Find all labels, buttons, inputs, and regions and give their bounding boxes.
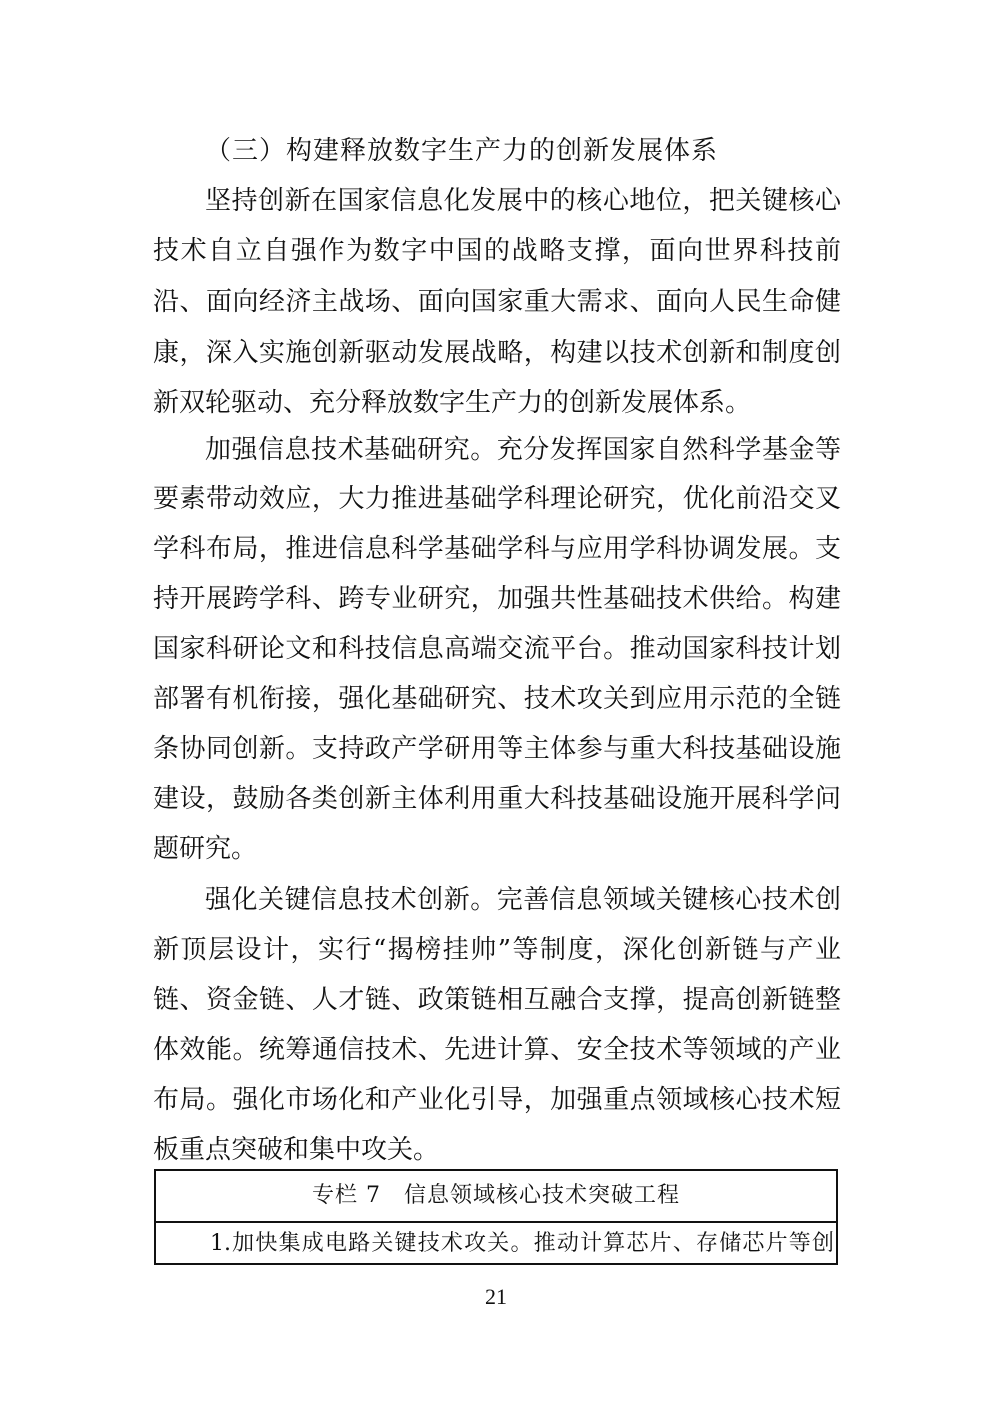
paragraph-3-line-1: 强化关键信息技术创新。完善信息领域关键核心技术创 — [205, 885, 841, 915]
paragraph-1-line-1: 坚持创新在国家信息化发展中的核心地位，把关键核心 — [205, 186, 841, 216]
paragraph-3-line-4: 体效能。统筹通信技术、先进计算、安全技术等领域的产业 — [153, 1035, 841, 1065]
paragraph-2-line-5: 国家科研论文和科技信息高端交流平台。推动国家科技计划 — [153, 634, 841, 664]
paragraph-2-line-1: 加强信息技术基础研究。充分发挥国家自然科学基金等 — [205, 435, 841, 465]
column-box-title: 专栏 7 信息领域核心技术突破工程 — [156, 1171, 836, 1223]
paragraph-2-line-9: 题研究。 — [153, 834, 258, 864]
paragraph-2-line-3: 学科布局，推进信息科学基础学科与应用学科协调发展。支 — [153, 534, 841, 564]
column-box-line-1: 1.加快集成电路关键技术攻关。推动计算芯片、存储芯片等创 — [210, 1231, 834, 1256]
paragraph-3-line-3: 链、资金链、人才链、政策链相互融合支撑，提高创新链整 — [153, 985, 841, 1015]
paragraph-3-line-2: 新顶层设计，实行“揭榜挂帅”等制度，深化创新链与产业 — [153, 935, 841, 965]
paragraph-2-line-6: 部署有机衔接，强化基础研究、技术攻关到应用示范的全链 — [153, 684, 841, 714]
paragraph-1-line-5: 新双轮驱动、充分释放数字生产力的创新发展体系。 — [153, 388, 752, 418]
paragraph-2-line-8: 建设，鼓励各类创新主体利用重大科技基础设施开展科学问 — [153, 784, 841, 814]
paragraph-1-line-3: 沿、面向经济主战场、面向国家重大需求、面向人民生命健 — [153, 287, 841, 317]
paragraph-1-line-2: 技术自立自强作为数字中国的战略支撑，面向世界科技前 — [153, 236, 841, 266]
page-number: 21 — [485, 1284, 507, 1309]
section-heading: （三）构建释放数字生产力的创新发展体系 — [205, 136, 719, 166]
paragraph-2-line-2: 要素带动效应，大力推进基础学科理论研究，优化前沿交叉 — [153, 484, 841, 514]
column-box — [154, 1169, 838, 1265]
paragraph-1-line-4: 康，深入实施创新驱动发展战略，构建以技术创新和制度创 — [153, 338, 841, 368]
paragraph-2-line-4: 持开展跨学科、跨专业研究，加强共性基础技术供给。构建 — [153, 584, 841, 614]
paragraph-3-line-5: 布局。强化市场化和产业化引导，加强重点领域核心技术短 — [153, 1085, 841, 1115]
paragraph-2-line-7: 条协同创新。支持政产学研用等主体参与重大科技基础设施 — [153, 734, 841, 764]
paragraph-3-line-6: 板重点突破和集中攻关。 — [153, 1135, 440, 1165]
